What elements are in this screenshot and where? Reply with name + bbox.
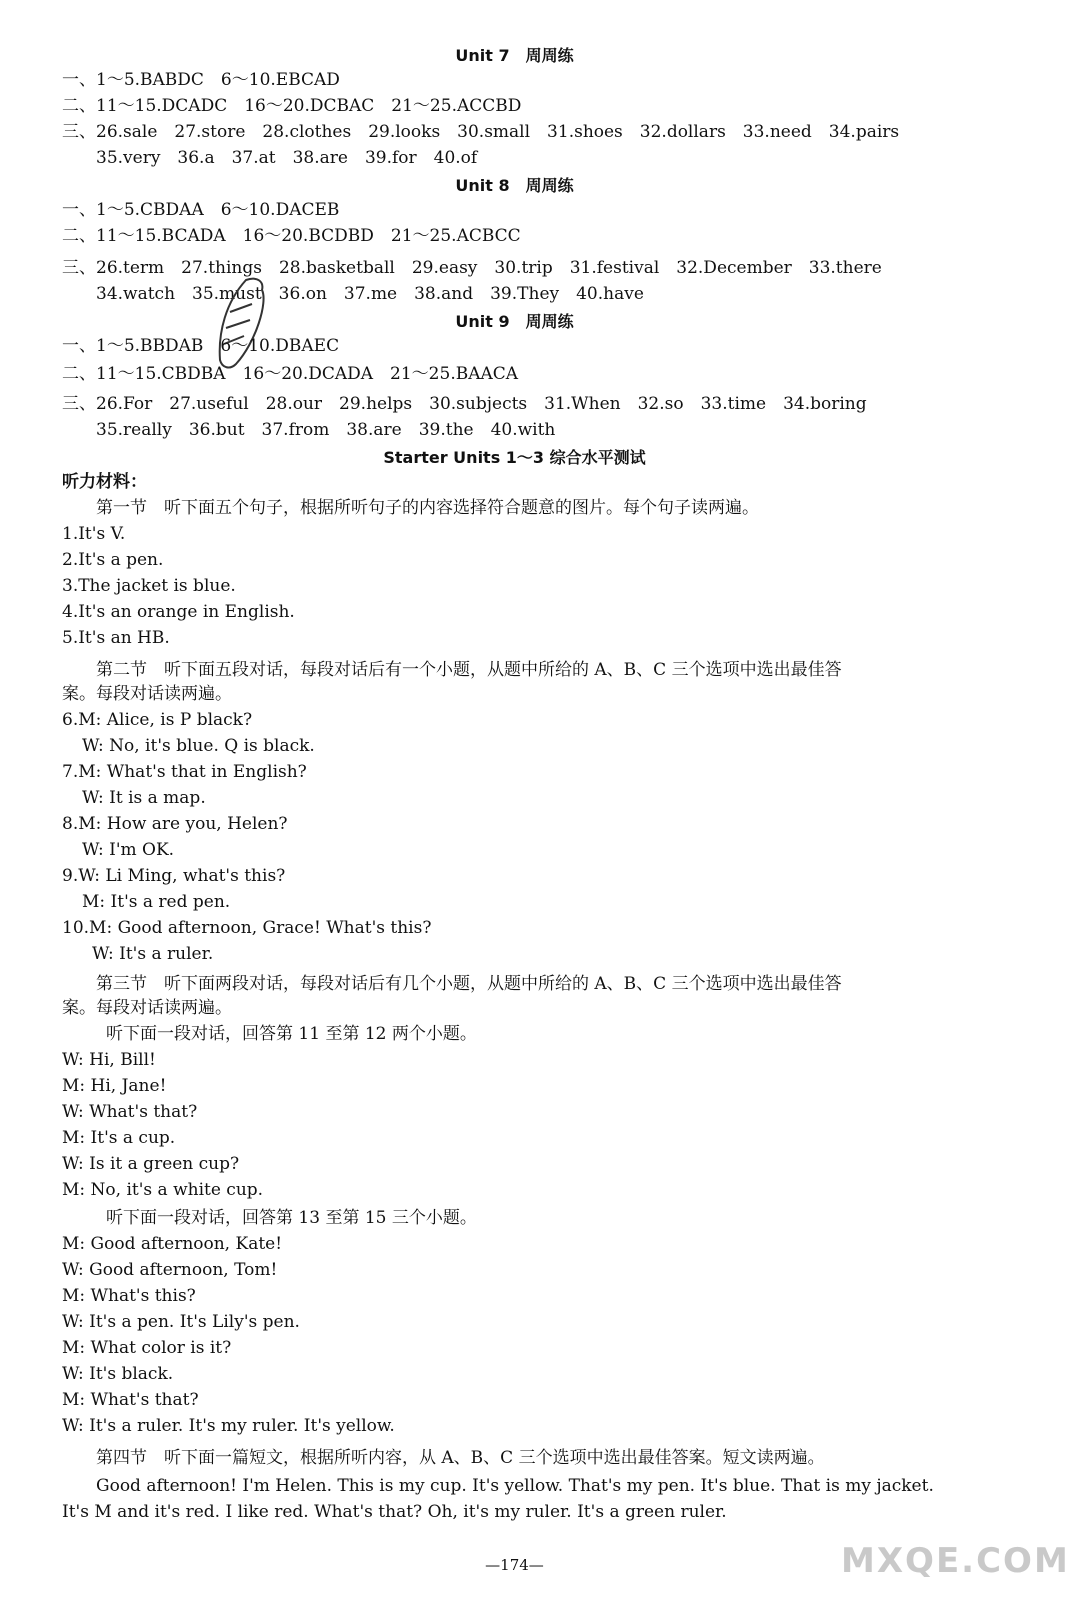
answer-line: 三、26.For 27.useful 28.our 29.helps 30.subjects 31.When 32.so 33.time 34.boring bbox=[62, 394, 867, 414]
script-line: W: It's a pen. It's Lily's pen. bbox=[62, 1312, 300, 1332]
answer-line: 二、11～15.DCADC 16～20.DCBAC 21～25.ACCBD bbox=[62, 96, 522, 116]
passage-line: Good afternoon! I'm Helen. This is my cup. It's yellow. That's my pen. It's blue. That is my jacket. bbox=[96, 1476, 934, 1496]
script-line: W: Hi, Bill! bbox=[62, 1050, 156, 1070]
script-line: W: It's black. bbox=[62, 1364, 174, 1384]
script-line: M: It's a red pen. bbox=[82, 892, 231, 912]
script-line: W: No, it's blue. Q is black. bbox=[82, 736, 315, 756]
script-line: 3.The jacket is blue. bbox=[62, 576, 236, 596]
script-line: W: What's that? bbox=[62, 1102, 198, 1122]
answer-line: 三、26.sale 27.store 28.clothes 29.looks 30.small 31.shoes 32.dollars 33.need 34.pairs bbox=[62, 122, 900, 142]
heading-unit-8: Unit 8 周周练 bbox=[455, 176, 574, 195]
section-instruction: 案。每段对话读两遍。 bbox=[62, 684, 232, 704]
script-line: 5.It's an HB. bbox=[62, 628, 170, 648]
heading-starter-units: Starter Units 1～3 综合水平测试 bbox=[383, 448, 646, 467]
script-line: M: Good afternoon, Kate! bbox=[62, 1234, 283, 1254]
answer-line: 一、1～5.BABDC 6～10.EBCAD bbox=[62, 70, 340, 90]
section-instruction: 第二节 听下面五段对话，每段对话后有一个小题，从题中所给的 A、B、C 三个选项中选出最佳答 bbox=[96, 660, 842, 680]
script-line: 10.M: Good afternoon, Grace! What's this? bbox=[62, 918, 432, 938]
watermark-logo: MXQE.COM bbox=[841, 1541, 1070, 1581]
script-line: M: Hi, Jane! bbox=[62, 1076, 167, 1096]
script-line: W: It's a ruler. It's my ruler. It's yellow. bbox=[62, 1416, 395, 1436]
script-line: 6.M: Alice, is P black? bbox=[62, 710, 253, 730]
script-line: 4.It's an orange in English. bbox=[62, 602, 295, 622]
script-line: M: What's that? bbox=[62, 1390, 199, 1410]
section-instruction: 第三节 听下面两段对话，每段对话后有几个小题，从题中所给的 A、B、C 三个选项中选出最佳答 bbox=[96, 974, 842, 994]
answer-line: 三、26.term 27.things 28.basketball 29.easy 30.trip 31.festival 32.December 33.there bbox=[62, 258, 882, 278]
section-instruction: 第一节 听下面五个句子，根据所听句子的内容选择符合题意的图片。每个句子读两遍。 bbox=[96, 498, 759, 518]
script-line: W: Is it a green cup? bbox=[62, 1154, 240, 1174]
script-line: W: It's a ruler. bbox=[92, 944, 214, 964]
script-line: 1.It's V. bbox=[62, 524, 126, 544]
answer-line: 二、11～15.BCADA 16～20.BCDBD 21～25.ACBCC bbox=[62, 226, 521, 246]
script-line: W: It is a map. bbox=[82, 788, 206, 808]
listening-title: 听力材料： bbox=[62, 472, 147, 492]
answer-line: 35.very 36.a 37.at 38.are 39.for 40.of bbox=[96, 148, 478, 168]
section-instruction: 听下面一段对话，回答第 13 至第 15 三个小题。 bbox=[106, 1208, 477, 1228]
script-line: M: What's this? bbox=[62, 1286, 196, 1306]
script-line: 2.It's a pen. bbox=[62, 550, 164, 570]
heading-unit-7: Unit 7 周周练 bbox=[455, 46, 574, 65]
answer-line: 一、1～5.BBDAB 6～10.DBAEC bbox=[62, 336, 340, 356]
script-line: 7.M: What's that in English? bbox=[62, 762, 307, 782]
script-line: W: I'm OK. bbox=[82, 840, 175, 860]
answer-line: 35.really 36.but 37.from 38.are 39.the 40.with bbox=[96, 420, 556, 440]
page-number: —174— bbox=[485, 1556, 544, 1574]
script-line: 9.W: Li Ming, what's this? bbox=[62, 866, 286, 886]
script-line: 8.M: How are you, Helen? bbox=[62, 814, 288, 834]
heading-unit-9: Unit 9 周周练 bbox=[455, 312, 574, 331]
script-line: M: What color is it? bbox=[62, 1338, 232, 1358]
script-line: M: No, it's a white cup. bbox=[62, 1180, 264, 1200]
answer-line: 34.watch 35.must 36.on 37.me 38.and 39.They 40.have bbox=[96, 284, 644, 304]
passage-line: It's M and it's red. I like red. What's that? Oh, it's my ruler. It's a green ruler. bbox=[62, 1502, 727, 1522]
section-instruction: 听下面一段对话，回答第 11 至第 12 两个小题。 bbox=[106, 1024, 477, 1044]
script-line: W: Good afternoon, Tom! bbox=[62, 1260, 278, 1280]
script-line: M: It's a cup. bbox=[62, 1128, 176, 1148]
answer-line: 二、11～15.CBDBA 16～20.DCADA 21～25.BAACA bbox=[62, 364, 519, 384]
answer-line: 一、1～5.CBDAA 6～10.DACEB bbox=[62, 200, 340, 220]
section-instruction: 第四节 听下面一篇短文，根据所听内容，从 A、B、C 三个选项中选出最佳答案。短文读两遍。 bbox=[96, 1448, 825, 1468]
section-instruction: 案。每段对话读两遍。 bbox=[62, 998, 232, 1018]
